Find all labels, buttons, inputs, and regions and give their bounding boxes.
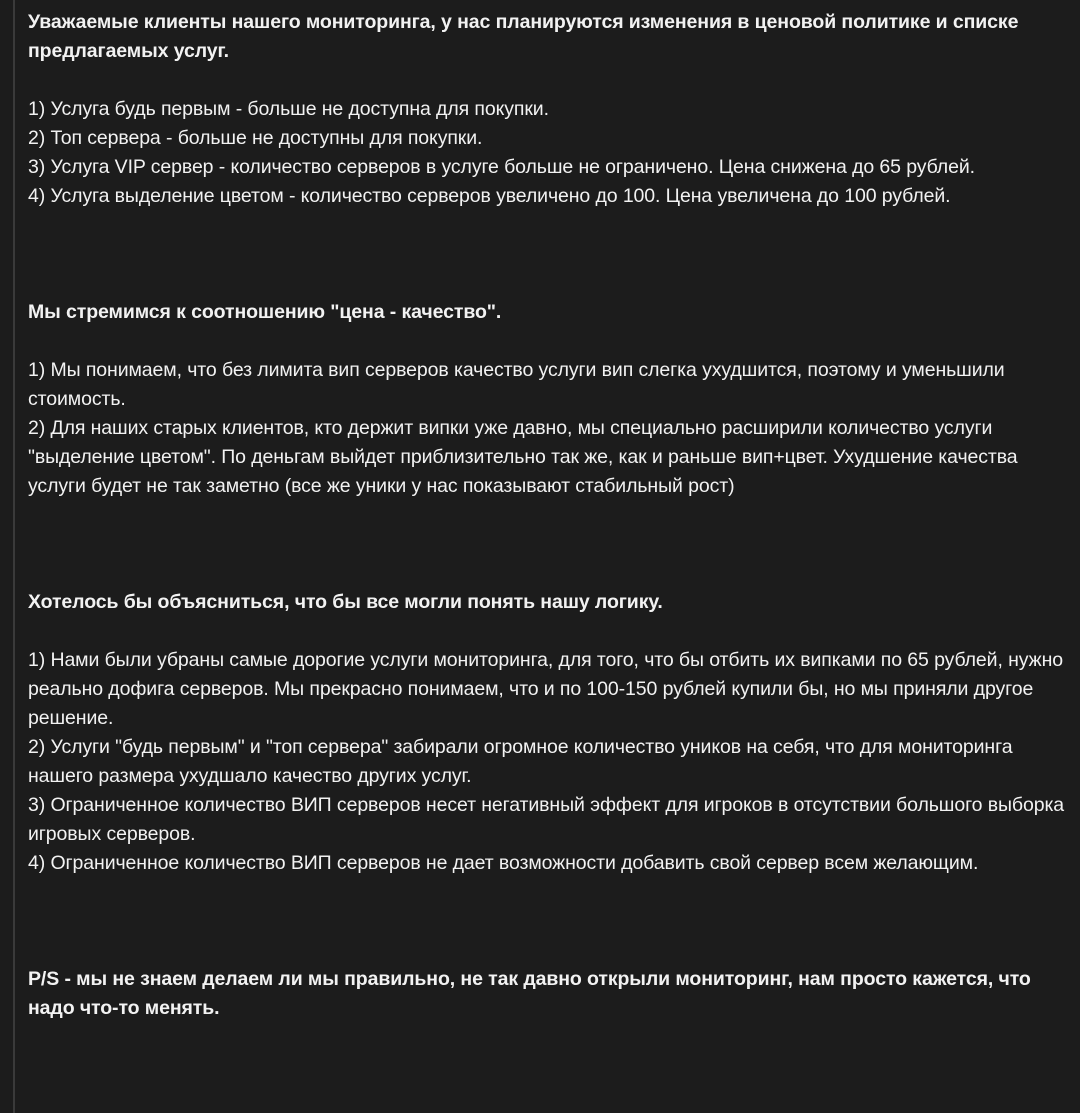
quality-point-1: 1) Мы понимаем, что без лимита вип серверов качество услуги вип слегка ухудшится, поэтому и уменьшили стоимость. [28, 359, 1005, 410]
intro-heading: Уважаемые клиенты нашего мониторинга, у нас планируются изменения в ценовой политике и списке предлагаемых услуг. [28, 11, 1019, 62]
change-item-3: 3) Услуга VIP сервер - количество серверов в услуге больше не ограничено. Цена снижена до 65 рублей. [28, 156, 975, 178]
message-body [28, 8, 1068, 1023]
logic-heading: Хотелось бы объясниться, что бы все могли понять нашу логику. [28, 591, 663, 613]
logic-point-3: 3) Ограниченное количество ВИП серверов несет негативный эффект для игроков в отсутствии большого выборка игровых серверов. [28, 794, 1065, 845]
message-left-border [13, 0, 15, 1113]
quality-point-2: 2) Для наших старых клиентов, кто держит випки уже давно, мы специально расширили количество услуги "выделение цветом". По деньгам выйдет приблизительно так же, как и раньше вип+цвет. Ухудшение качества услуги будет не так заметно (все же уники у нас показывают стабильный рост) [28, 417, 1018, 497]
change-item-4: 4) Услуга выделение цветом - количество серверов увеличено до 100. Цена увеличена до 100 рублей. [28, 185, 951, 207]
ps-note: P/S - мы не знаем делаем ли мы правильно, не так давно открыли мониторинг, нам просто кажется, что надо что-то менять. [28, 968, 1031, 1019]
logic-point-2: 2) Услуги "будь первым" и "топ сервера" забирали огромное количество уников на себя, что для мониторинга нашего размера ухудшало качество других услуг. [28, 736, 1013, 787]
change-item-2: 2) Топ сервера - больше не доступны для покупки. [28, 127, 483, 149]
logic-point-4: 4) Ограниченное количество ВИП серверов не дает возможности добавить свой сервер всем желающим. [28, 852, 979, 874]
logic-point-1: 1) Нами были убраны самые дорогие услуги мониторинга, для того, что бы отбить их випками по 65 рублей, нужно реально дофига серверов. Мы прекрасно понимаем, что и по 100-150 рублей купили бы, но мы приняли другое решение. [28, 649, 1064, 729]
quality-heading: Мы стремимся к соотношению "цена - качество". [28, 301, 502, 323]
change-item-1: 1) Услуга будь первым - больше не доступна для покупки. [28, 98, 549, 120]
